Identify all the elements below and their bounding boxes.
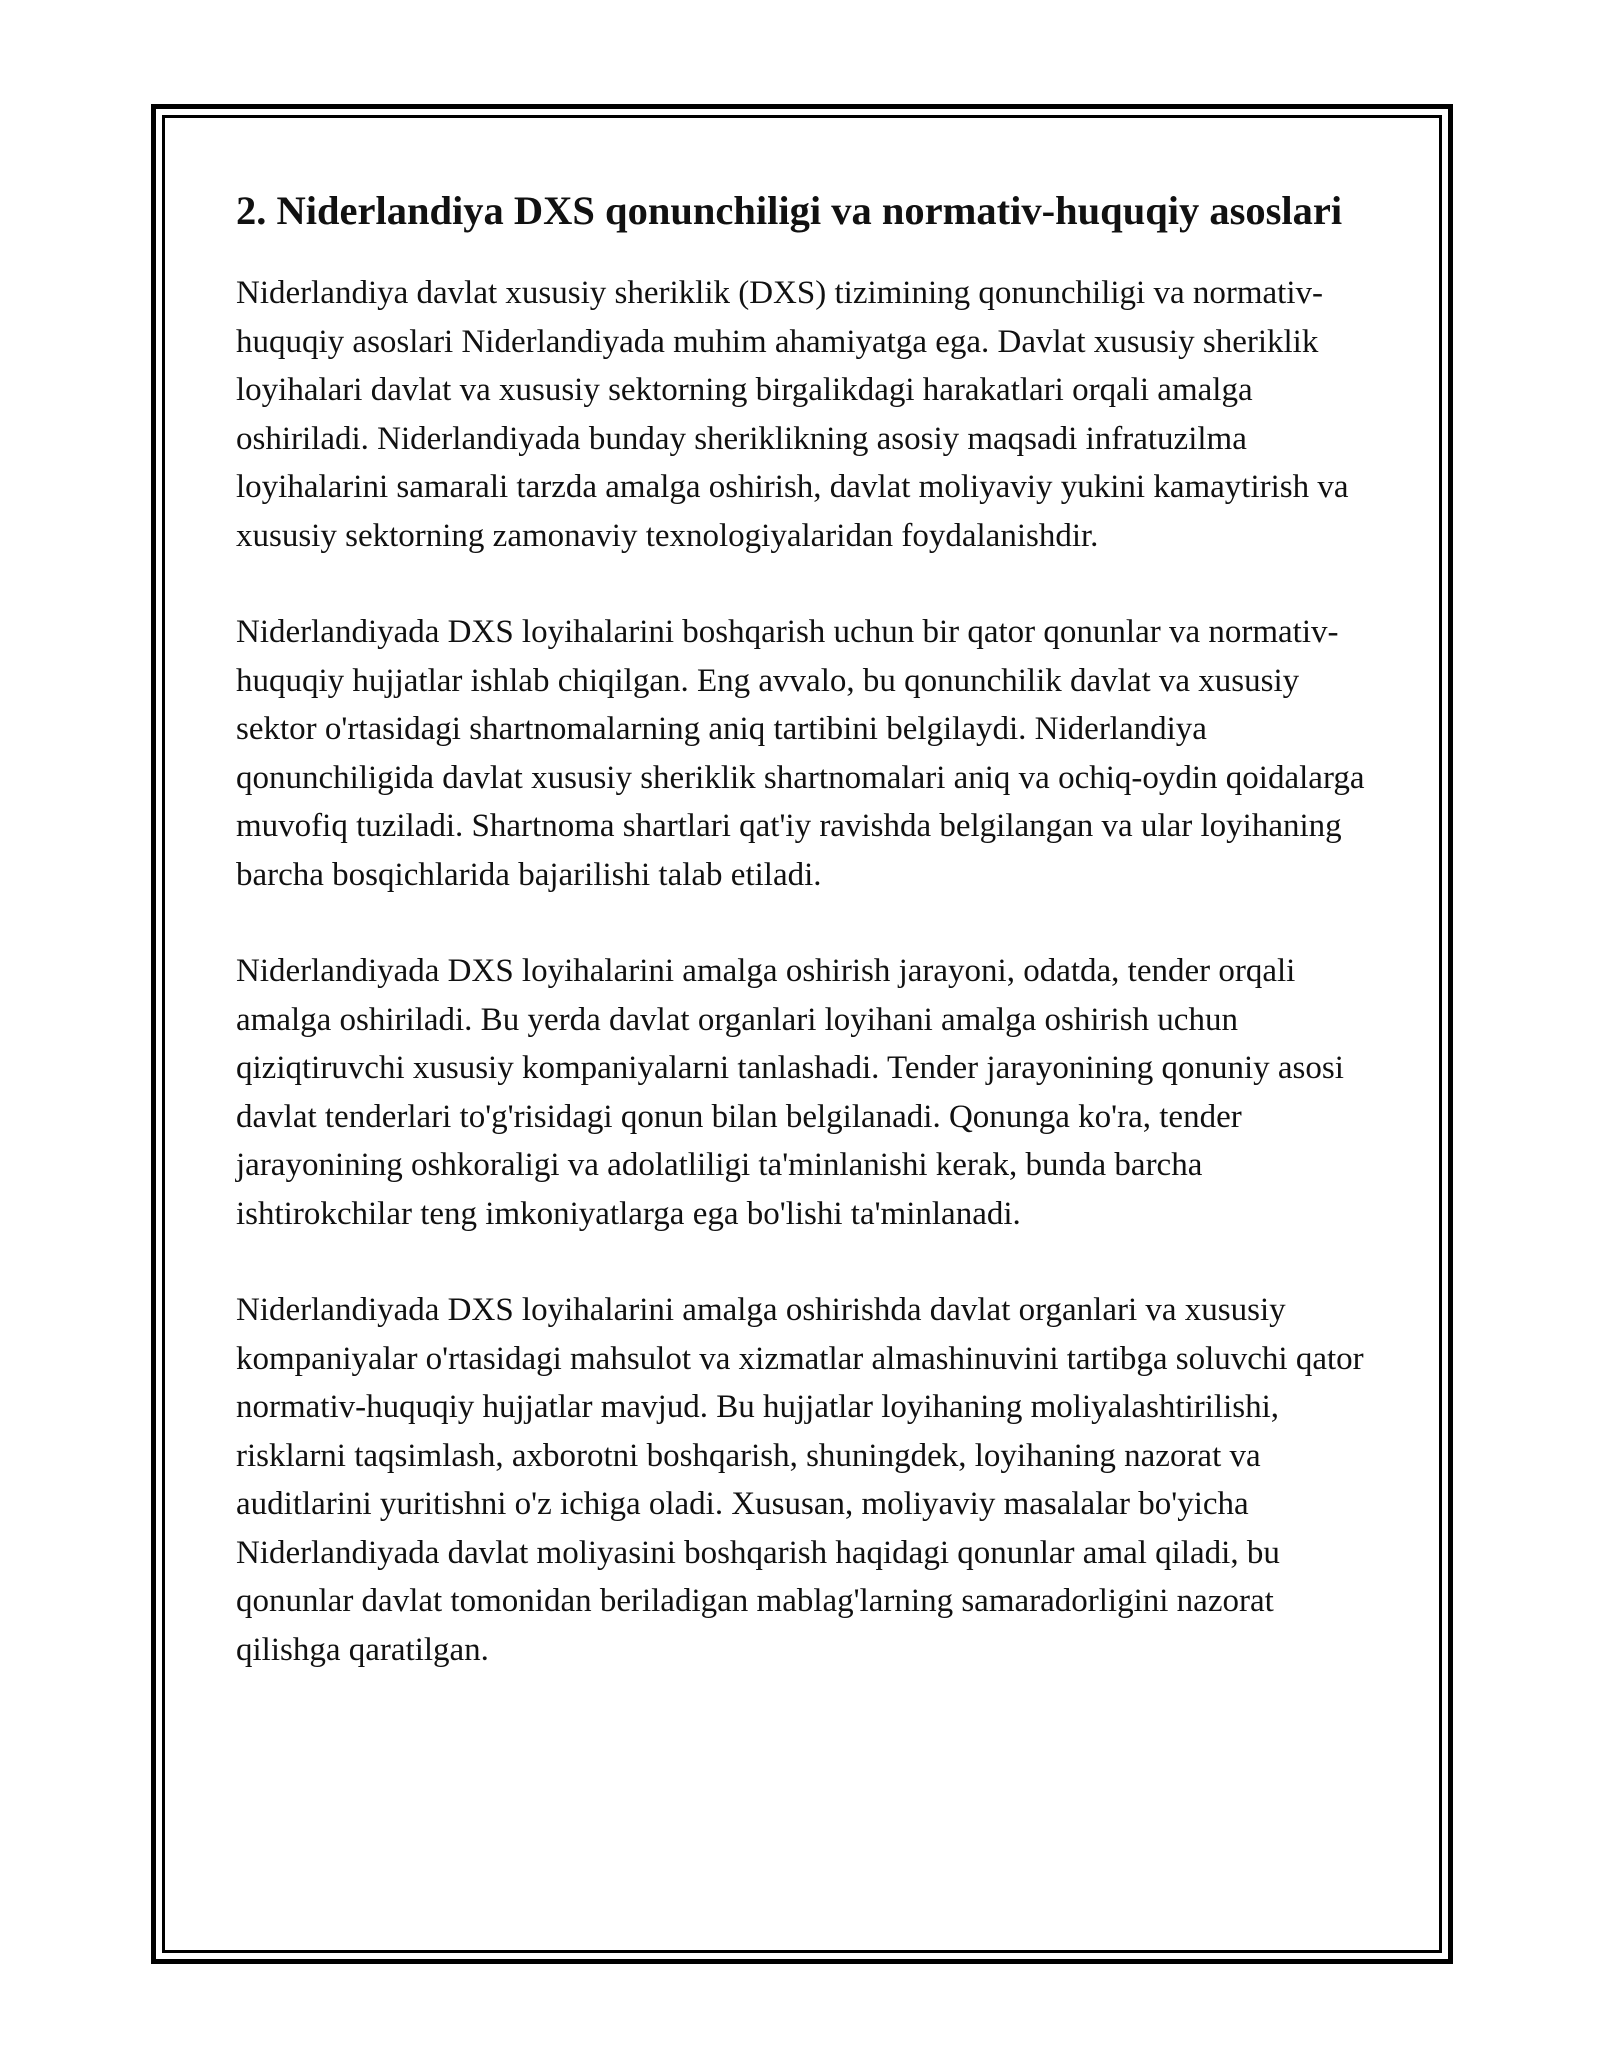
paragraph-4: Niderlandiyada DXS loyihalarini amalga oshirishda davlat organlari va xususiy kompaniyalar o'rtasidagi mahsulot va xizmatlar almashinuvini tartibga soluvchi qator normativ-huquqiy hujjatlar mavjud. Bu hujjatlar loyihaning moliyalashtirilishi, risklarni taqsimlash, axborotni boshqarish, shuningdek, loyihaning nazorat va auditlarini yuritishni o'z ichiga oladi. Xususan, moliyaviy masalalar bo'yicha Niderlandiyada davlat moliyasini boshqarish haqidagi qonunlar amal qiladi, bu qonunlar davlat tomonidan beriladigan mablag'larning samaradorligini nazorat qilishga qaratilgan. <box>236 1292 1364 1668</box>
paragraph-2: Niderlandiyada DXS loyihalarini boshqarish uchun bir qator qonunlar va normativ-huquqiy hujjatlar ishlab chiqilgan. Eng avvalo, bu qonunchilik davlat va xususiy sektor o'rtasidagi shartnomalarning aniq tartibini belgilaydi. Niderlandiya qonunchiligida davlat xususiy sheriklik shartnomalari aniq va ochiq-oydin qoidalarga muvofiq tuziladi. Shartnoma shartlari qat'iy ravishda belgilangan va ular loyihaning barcha bosqichlarida bajarilishi talab etiladi. <box>236 614 1365 893</box>
page-title: 2. Niderlandiya DXS qonunchiligi va normativ-huquqiy asoslari <box>236 188 1343 233</box>
paragraph-1: Niderlandiya davlat xususiy sheriklik (DXS) tizimining qonunchiligi va normativ-huquqiy asoslari Niderlandiyada muhim ahamiyatga ega. Davlat xususiy sheriklik loyihalari davlat va xususiy sektorning birgalikdagi harakatlari orqali amalga oshiriladi. Niderlandiyada bunday sheriklikning asosiy maqsadi infratuzilma loyihalarini samarali tarzda amalga oshirish, davlat moliyaviy yukini kamaytirish va xususiy sektorning zamonaviy texnologiyalaridan foydalanishdir. <box>236 275 1349 554</box>
document-content <box>236 184 1366 1674</box>
paragraph-3: Niderlandiyada DXS loyihalarini amalga oshirish jarayoni, odatda, tender orqali amalga oshiriladi. Bu yerda davlat organlari loyihani amalga oshirish uchun qiziqtiruvchi xususiy kompaniyalarni tanlashadi. Tender jarayonining qonuniy asosi davlat tenderlari to'g'risidagi qonun bilan belgilanadi. Qonunga ko'ra, tender jarayonining oshkoraligi va adolatliligi ta'minlanishi kerak, bunda barcha ishtirokchilar teng imkoniyatlarga ega bo'lishi ta'minlanadi. <box>236 953 1344 1232</box>
